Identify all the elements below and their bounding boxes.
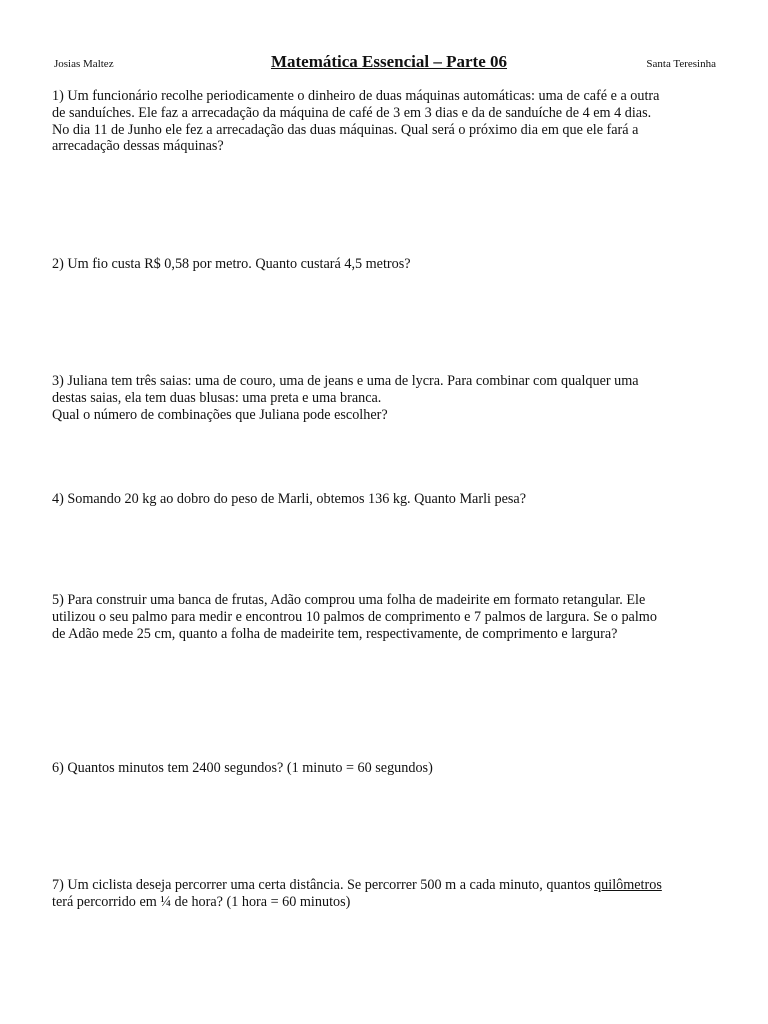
question-6-line-1: 6) Quantos minutos tem 2400 segundos? (1 minuto = 60 segundos) xyxy=(52,760,433,776)
question-2 xyxy=(52,256,724,273)
question-5 xyxy=(52,592,724,642)
question-4 xyxy=(52,491,724,508)
question-3-line-3: Qual o número de combinações que Juliana pode escolher? xyxy=(52,406,388,423)
question-5-line-1: 5) Para construir uma banca de frutas, Adão comprou uma folha de madeirite em formato retangular. Ele xyxy=(52,592,646,608)
question-1-line-2: de sanduíches. Ele faz a arrecadação da máquina de café de 3 em 3 dias e da de sanduíche de 4 em 4 dias. xyxy=(52,104,652,121)
question-1-line-3: No dia 11 de Junho ele fez a arrecadação das duas máquinas. Qual será o próximo dia em que ele fará a xyxy=(52,121,639,138)
question-5-line-3: de Adão mede 25 cm, quanto a folha de madeirite tem, respectivamente, de comprimento e largura? xyxy=(52,625,618,642)
page-title: Matemática Essencial – Parte 06 xyxy=(270,52,508,71)
question-3-line-2: destas saias, ela tem duas blusas: uma preta e uma branca. xyxy=(52,389,382,406)
question-7-line-2: terá percorrido em ¼ de hora? (1 hora = 60 minutos) xyxy=(52,893,351,910)
question-5-line-2: utilizou o seu palmo para medir e encontrou 10 palmos de comprimento e 7 palmos de largura. Se o palmo xyxy=(52,608,657,625)
author-name: Josias Maltez xyxy=(54,58,114,70)
question-7 xyxy=(52,877,724,911)
question-1-line-1: 1) Um funcionário recolhe periodicamente o dinheiro de duas máquinas automáticas: uma de café e a outra xyxy=(52,88,660,104)
question-4-line-1: 4) Somando 20 kg ao dobro do peso de Marli, obtemos 136 kg. Quanto Marli pesa? xyxy=(52,491,527,507)
question-6 xyxy=(52,760,724,777)
question-7-line-1-text: 7) Um ciclista deseja percorrer uma certa distância. Se percorrer 500 m a cada minuto, quantos xyxy=(52,877,595,893)
question-1 xyxy=(52,88,724,155)
location-name: Santa Teresinha xyxy=(646,58,716,70)
question-3 xyxy=(52,373,724,423)
question-7-line-1 xyxy=(52,877,724,894)
question-2-line-1: 2) Um fio custa R$ 0,58 por metro. Quanto custará 4,5 metros? xyxy=(52,256,411,272)
underlined-word-quilometros: quilômetros xyxy=(594,877,662,893)
question-3-line-1: 3) Juliana tem três saias: uma de couro, uma de jeans e uma de lycra. Para combinar com qualquer uma xyxy=(52,373,639,389)
question-1-line-4: arrecadação dessas máquinas? xyxy=(52,138,224,155)
